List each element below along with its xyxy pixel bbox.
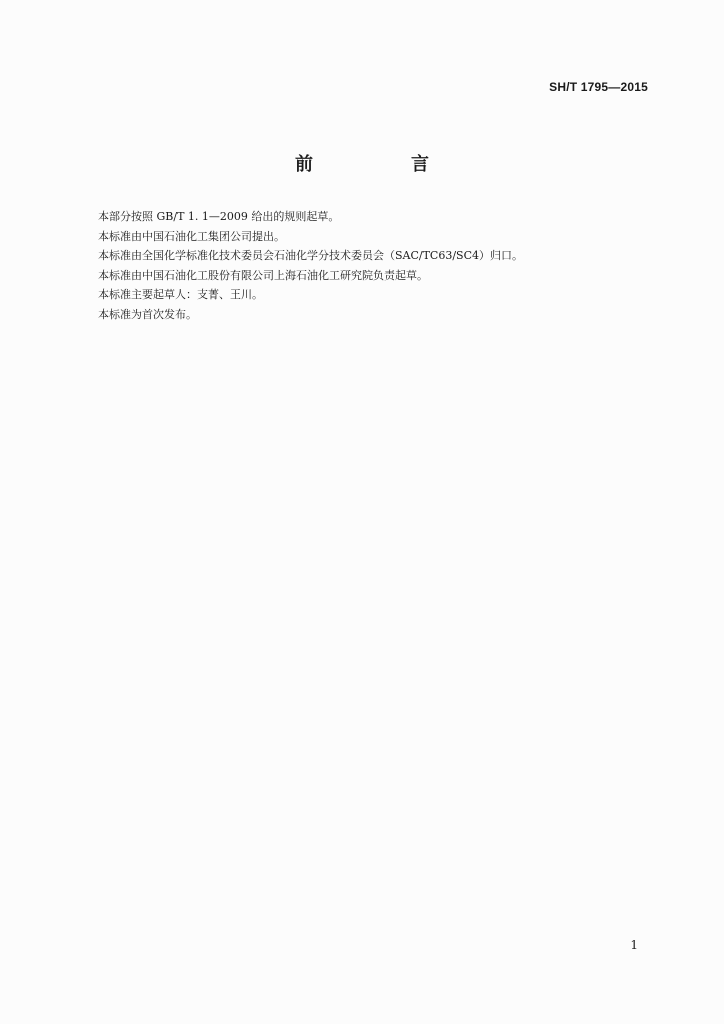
foreword-body bbox=[98, 207, 638, 325]
paragraph: 本标准主要起草人：支菁、王川。 bbox=[98, 288, 263, 302]
paragraph: 本部分按照 GB/T 1. 1—2009 给出的规则起草。 bbox=[98, 210, 340, 223]
paragraph: 本标准由中国石油化工集团公司提出。 bbox=[98, 229, 285, 243]
paragraph: 本标准由全国化学标准化技术委员会石油化学分技术委员会（SAC/TC63/SC4）归口。 bbox=[98, 249, 524, 263]
paragraph: 本标准由中国石油化工股份有限公司上海石油化工研究院负责起草。 bbox=[98, 268, 428, 282]
page-title: 前 言 bbox=[295, 154, 469, 175]
paragraph: 本标准为首次发布。 bbox=[98, 307, 197, 321]
page-number: 1 bbox=[630, 938, 638, 952]
standard-code: SH/T 1795—2015 bbox=[549, 80, 648, 94]
